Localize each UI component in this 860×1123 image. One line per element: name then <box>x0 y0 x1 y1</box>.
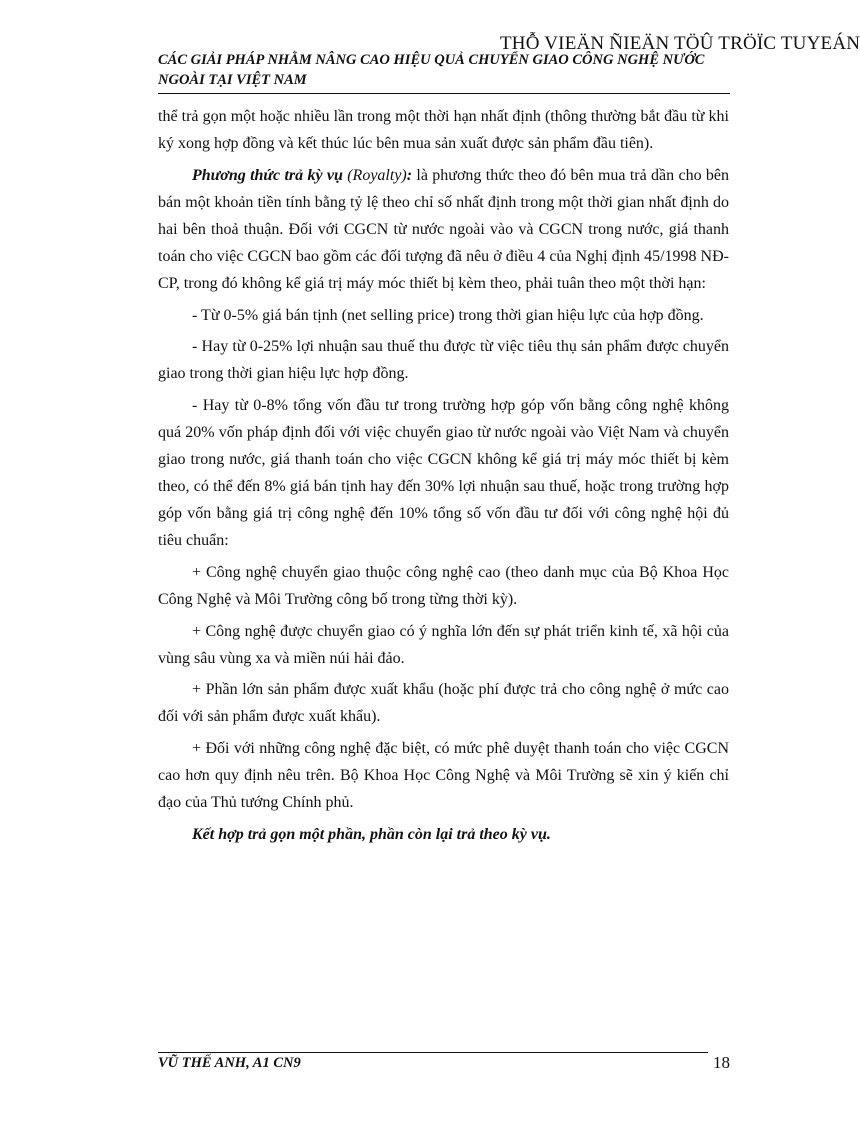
list-item-investment-capital: - Hay từ 0-8% tổng vốn đầu tư trong trường hợp góp vốn bằng công nghệ không quá 20% vốn pháp định đối với việc chuyển giao từ nước ngoài vào Việt Nam và chuyển giao trong nước, giá thanh toán cho việc CGCN không kể giá trị máy móc thiết bị kèm theo, có thể đến 8% giá bán tịnh hay đến 30% lợi nhuận sau thuế, hoặc trong trường hợp góp vốn bằng giá trị công nghệ đến 10% tổng số vốn đầu tư đối với công nghệ hội đủ tiêu chuẩn: <box>158 396 729 550</box>
list-item-net-selling-price: - Từ 0-5% giá bán tịnh (net selling price) trong thời gian hiệu lực của hợp đồng. <box>192 306 704 324</box>
running-header-line-2: NGOÀI TẠI VIỆT NAM <box>158 72 307 88</box>
paragraph-royalty <box>158 162 729 297</box>
criterion-high-tech: + Công nghệ chuyển giao thuộc công nghệ cao (theo danh mục của Bộ Khoa Học Công Nghệ và Môi Trường công bố trong từng thời kỳ). <box>158 564 729 609</box>
royalty-heading-term: (Royalty) <box>347 166 407 184</box>
criterion-remote-areas: + Công nghệ được chuyển giao có ý nghĩa lớn đến sự phát triển kinh tế, xã hội của vùng sâu vùng xa và miền núi hải đảo. <box>158 622 729 667</box>
paragraph-combined-payment: Kết hợp trả gọn một phần, phần còn lại trả theo kỳ vụ. <box>192 825 551 843</box>
criterion-export: + Phần lớn sản phẩm được xuất khẩu (hoặc phí được trả cho công nghệ ở mức cao đối với sản phẩm được xuất khẩu). <box>158 681 729 726</box>
watermark-text: THỖ VIEÄN ÑIEÄN TÖÛ TRÖÏC TUYEÁN <box>500 33 860 54</box>
footer-divider <box>158 1052 708 1053</box>
header-divider <box>158 93 730 94</box>
paragraph-continuation: thể trả gọn một hoặc nhiều lần trong một thời hạn nhất định (thông thường bắt đầu từ khi ký xong hợp đồng và kết thúc lúc bên mua sản xuất được sản phẩm đầu tiên). <box>158 108 729 153</box>
running-header-line-1: CÁC GIẢI PHÁP NHẰM NÂNG CAO HIỆU QUẢ CHUYỂN GIAO CÔNG NGHỆ NƯỚC <box>158 52 705 68</box>
royalty-heading-colon: : <box>406 166 413 184</box>
page-number: 18 <box>713 1053 730 1072</box>
running-header <box>158 50 730 90</box>
list-item-profit-after-tax: - Hay từ 0-25% lợi nhuận sau thuế thu được từ việc tiêu thụ sản phẩm được chuyển giao trong thời gian hiệu lực hợp đồng. <box>158 338 729 383</box>
royalty-description: là phương thức theo đó bên mua trả dần cho bên bán một khoản tiền tính bằng tỷ lệ theo chỉ số nhất định trong một thời gian nhất định do hai bên thoả thuận. Đối với CGCN từ nước ngoài vào và CGCN trong nước, giá thanh toán cho việc CGCN bao gồm các đối tượng đã nêu ở điều 4 của Nghị định 45/1998 NĐ-CP, trong đó không kể giá trị máy móc thiết bị kèm theo, phải tuân theo một thời hạn: <box>158 166 730 293</box>
royalty-heading: Phương thức trả kỳ vụ <box>192 166 343 184</box>
criterion-special-technology: + Đối với những công nghệ đặc biệt, có mức phê duyệt thanh toán cho việc CGCN cao hơn quy định nêu trên. Bộ Khoa Học Công Nghệ và Môi Trường sẽ xin ý kiến chỉ đạo của Thủ tướng Chính phủ. <box>158 740 729 812</box>
footer-author: VŨ THẾ ANH, A1 CN9 <box>158 1055 301 1071</box>
document-body <box>158 103 729 848</box>
